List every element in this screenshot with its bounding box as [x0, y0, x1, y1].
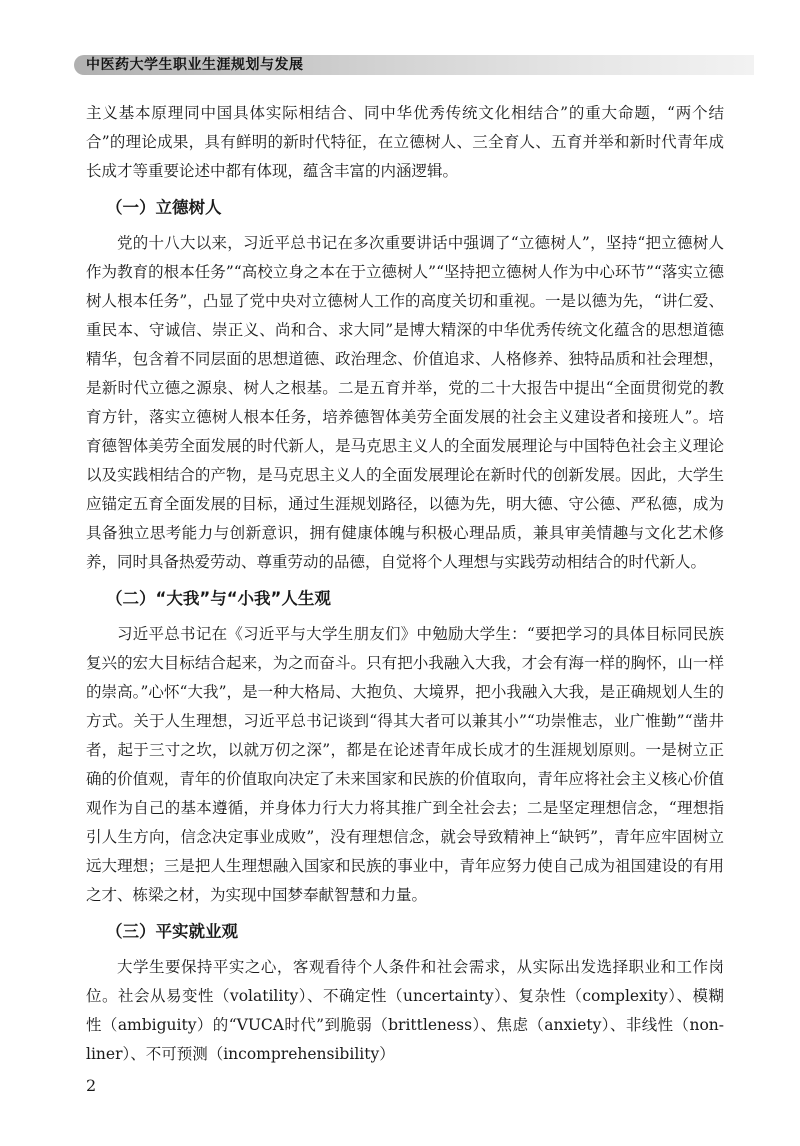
section-paragraph-1: 党的十八大以来，习近平总书记在多次重要讲话中强调了“立德树人”，坚持“把立德树人作为教育的根本任务”“高校立身之本在于立德树人”“坚持把立德树人作为中心环节”“落实立德树人根本任务”，凸显了党中央对立德树人工作的高度关切和重视。一是以德为先，“讲仁爱、重民本、守诚信、崇正义、尚和合、求大同”是博大精深的中华优秀传统文化蕴含的思想道德精华，包含着不同层面的思想道德、政治理念、价值追求、人格修养、独特品质和社会理想，是新时代立德之源泉、树人之根基。二是五育并举，党的二十大报告中提出“全面贯彻党的教育方针，落实立德树人根本任务，培养德智体美劳全面发展的社会主义建设者和接班人”。培育德智体美劳全面发展的时代新人，是马克思主义人的全面发展理论与中国特色社会主义理论以及实践相结合的产物，是马克思主义人的全面发展理论在新时代的创新发展。因此，大学生应锚定五育全面发展的目标，通过生涯规划路径，以德为先，明大德、守公德、严私德，成为具备独立思考能力与创新意识，拥有健康体魄与积极心理品质，兼具审美情趣与文化艺术修养，同时具备热爱劳动、尊重劳动的品德，自觉将个人理想与实践劳动相结合的时代新人。	[86, 234, 724, 571]
book-title: 中医药大学生职业生涯规划与发展	[86, 57, 304, 73]
page-number: 2	[86, 1076, 97, 1095]
intro-paragraph: 主义基本原理同中国具体实际相结合、同中华优秀传统文化相结合”的重大命题，“两个结合”的理论成果，具有鲜明的新时代特征，在立德树人、三全育人、五育并举和新时代青年成长成才等重要论述中都有体现，蕴含丰富的内涵逻辑。	[86, 104, 724, 180]
section-heading-1: （一）立德树人	[106, 198, 222, 217]
page-body	[86, 99, 724, 1069]
running-header	[0, 40, 800, 90]
section-heading-3: （三）平实就业观	[106, 922, 238, 941]
section-paragraph-2: 习近平总书记在《习近平与大学生朋友们》中勉励大学生：“要把学习的具体目标同民族复兴的宏大目标结合起来，为之而奋斗。只有把小我融入大我，才会有海一样的胸怀，山一样的崇高。”心怀“大我”，是一种大格局、大抱负、大境界，把小我融入大我，是正确规划人生的方式。关于人生理想，习近平总书记谈到“得其大者可以兼其小”“功崇惟志，业广惟勤”“凿井者，起于三寸之坎，以就万仞之深”，都是在论述青年成长成才的生涯规划原则。一是树立正确的价值观，青年的价值取向决定了未来国家和民族的价值取向，青年应将社会主义核心价值观作为自己的基本遵循，并身体力行大力将其推广到全社会去；二是坚定理想信念，“理想指引人生方向，信念决定事业成败”，没有理想信念，就会导致精神上“缺钙”，青年应牢固树立远大理想；三是把人生理想融入国家和民族的事业中，青年应努力使自己成为祖国建设的有用之才、栋梁之材，为实现中国梦奉献智慧和力量。	[86, 625, 724, 904]
section-heading-2: （二）“大我”与“小我”人生观	[106, 589, 331, 608]
section-paragraph-3: 大学生要保持平实之心，客观看待个人条件和社会需求，从实际出发选择职业和工作岗位。社会从易变性（volatility）、不确定性（uncertainty）、复杂性（complexity）、模糊性（ambiguity）的“VUCA时代”到脆弱（brittleness）、焦虑（anxiety）、非线性（non-liner）、不可预测（incomprehensibility）	[86, 958, 724, 1063]
